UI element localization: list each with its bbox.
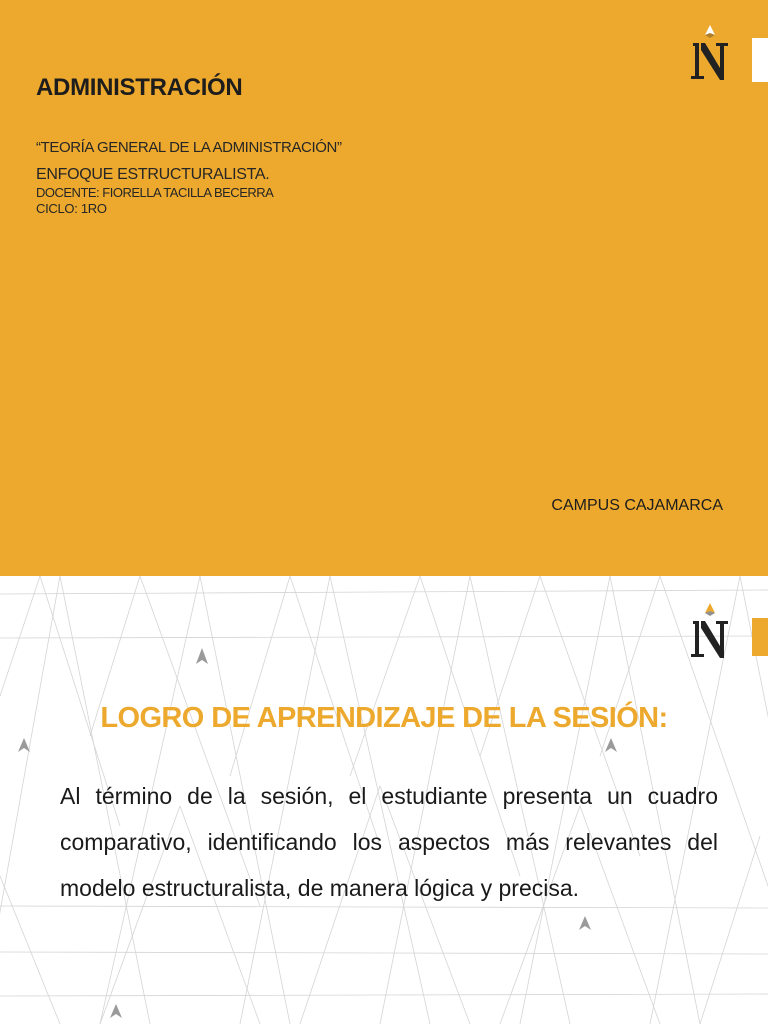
campus-label: CAMPUS CAJAMARCA (551, 497, 723, 514)
university-logo-icon (688, 602, 734, 662)
triangle-arrow-icon (196, 648, 208, 664)
side-tab (752, 618, 768, 656)
objective-heading: LOGRO DE APRENDIZAJE DE LA SESIÓN: (100, 702, 668, 734)
objective-slide (0, 576, 768, 1024)
topic-title: ENFOQUE ESTRUCTURALISTA. (36, 166, 270, 183)
cycle-label: CICLO: 1RO (36, 201, 107, 216)
side-tab (752, 38, 768, 82)
triangle-arrow-icon (110, 1004, 122, 1018)
course-title: ADMINISTRACIÓN (36, 74, 243, 101)
objective-text: Al término de la sesión, el estudiante presenta un cuadro comparativo, identificando los aspectos más relevantes del modelo estructuralista, de manera lógica y precisa. (60, 783, 718, 901)
triangle-arrow-icon (18, 738, 30, 752)
course-subtitle: “TEORÍA GENERAL DE LA ADMINISTRACIÓN” (36, 139, 342, 156)
triangle-arrow-icon (605, 738, 617, 752)
triangle-arrow-icon (579, 916, 591, 930)
teacher-name: DOCENTE: FIORELLA TACILLA BECERRA (36, 185, 274, 200)
university-logo-icon (688, 24, 734, 84)
